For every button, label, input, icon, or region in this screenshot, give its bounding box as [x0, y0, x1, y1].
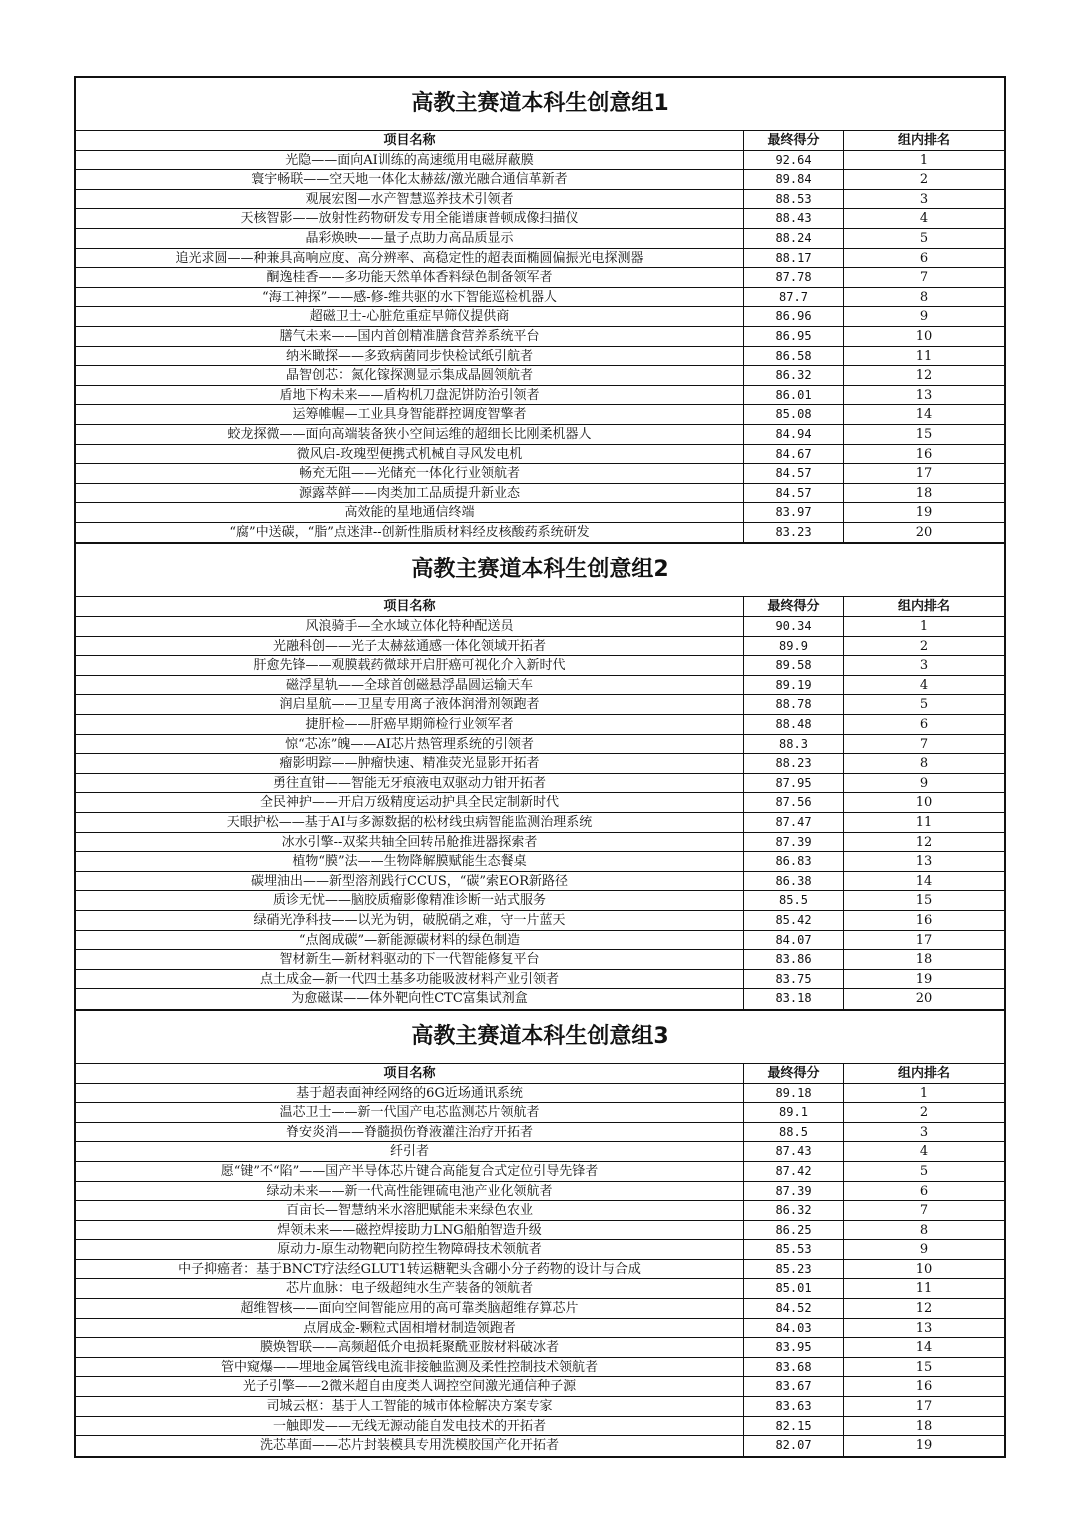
group-rank: 4 [919, 1144, 929, 1160]
final-score: 85.23 [744, 1260, 844, 1279]
final-score: 87.39 [744, 833, 844, 852]
header-name: 项目名称 [76, 597, 744, 616]
group-rank: 1 [919, 152, 929, 168]
project-name: 管中窥爆——埋地金属管线电流非接触监测及柔性控制技术领航者 [76, 1358, 744, 1377]
table-row [76, 464, 1004, 484]
table-row [76, 891, 1004, 911]
table-row [76, 386, 1004, 406]
final-score: 85.53 [744, 1240, 844, 1259]
group-rank: 14 [915, 1340, 933, 1356]
project-name: 寰宇畅联——空天地一体化太赫兹/激光融合通信革新者 [76, 170, 744, 189]
group-rank: 4 [919, 211, 929, 227]
table-row [76, 523, 1004, 543]
final-score: 88.48 [744, 715, 844, 734]
project-name: 观展宏图—水产智慧巡养技术引领者 [76, 190, 744, 209]
final-score: 86.25 [744, 1221, 844, 1240]
table-row [76, 190, 1004, 210]
final-score: 82.15 [744, 1417, 844, 1436]
table-row [76, 484, 1004, 504]
group-rank: 9 [919, 1242, 929, 1258]
final-score: 87.95 [744, 774, 844, 793]
final-score: 89.58 [744, 656, 844, 675]
project-name: 超维智核——面向空间智能应用的高可靠类脑超维存算芯片 [76, 1299, 744, 1318]
header-name: 项目名称 [76, 131, 744, 150]
final-score: 88.5 [744, 1123, 844, 1142]
project-name: 原动力-原生动物靶向防控生物障碍技术领航者 [76, 1240, 744, 1259]
group-rank: 13 [915, 854, 933, 870]
final-score: 86.32 [744, 366, 844, 385]
project-name: 微风启-玫瑰型便携式机械自寻风发电机 [76, 445, 744, 464]
table-row [76, 307, 1004, 327]
header-rank: 组内排名 [897, 599, 950, 615]
table-row [76, 1123, 1004, 1143]
table-row [76, 1240, 1004, 1260]
group-rank: 8 [919, 289, 929, 305]
project-name: 磁浮星轨——全球首创磁悬浮晶圆运输天车 [76, 676, 744, 695]
final-score: 85.08 [744, 405, 844, 424]
group-rank: 2 [919, 638, 929, 654]
group-rank: 1 [919, 1085, 929, 1101]
table-group [76, 1009, 1004, 1456]
final-score: 86.38 [744, 872, 844, 891]
group-rank: 3 [919, 1124, 929, 1140]
table-row [76, 852, 1004, 872]
table-row [76, 1221, 1004, 1241]
group-title: 高教主赛道本科生创意组3 [76, 1009, 1004, 1064]
group-rank: 3 [919, 191, 929, 207]
project-name: 蛟龙探微——面向高端装备狭小空间运维的超细长比刚柔机器人 [76, 425, 744, 444]
final-score: 87.43 [744, 1142, 844, 1161]
project-name: 洗芯革面——芯片封装模具专用洗模胶国产化开拓者 [76, 1436, 744, 1456]
group-rank: 16 [915, 1379, 933, 1395]
project-name: 膜焕智联——高频超低介电损耗聚酰亚胺材料破冰者 [76, 1338, 744, 1357]
group-rank: 18 [915, 1418, 933, 1434]
group-rank: 14 [915, 407, 933, 423]
project-name: 光融科创——光子太赫兹通感一体化领域开拓者 [76, 637, 744, 656]
table-row [76, 637, 1004, 657]
group-rank: 5 [919, 230, 929, 246]
group-rank: 7 [919, 1203, 929, 1219]
project-name: 瘤影明踪——肿瘤快速、精准荧光显影开拓者 [76, 754, 744, 773]
table-row [76, 1358, 1004, 1378]
table-row [76, 170, 1004, 190]
table-row [76, 425, 1004, 445]
final-score: 88.17 [744, 249, 844, 268]
header-row [76, 597, 1004, 617]
final-score: 87.78 [744, 268, 844, 287]
project-name: 天核智影——放射性药物研发专用全能谱康普顿成像扫描仪 [76, 209, 744, 228]
final-score: 85.42 [744, 911, 844, 930]
project-name: 肝愈先锋——观膜载药微球开启肝癌可视化介入新时代 [76, 656, 744, 675]
final-score: 83.95 [744, 1338, 844, 1357]
project-name: 风浪骑手—全水域立体化特种配送员 [76, 617, 744, 636]
group-title: 高教主赛道本科生创意组1 [76, 78, 1004, 131]
final-score: 83.18 [744, 989, 844, 1009]
group-rank: 6 [919, 250, 929, 266]
table-row [76, 1201, 1004, 1221]
project-name: “海工神探”——感-修-维共驱的水下智能巡检机器人 [76, 288, 744, 307]
final-score: 88.24 [744, 229, 844, 248]
project-name: 百亩长—智慧纳米水溶肥赋能未来绿色农业 [76, 1201, 744, 1220]
table-row [76, 229, 1004, 249]
final-score: 87.7 [744, 288, 844, 307]
final-score: 88.53 [744, 190, 844, 209]
table-row [76, 735, 1004, 755]
group-rank: 11 [915, 1281, 933, 1297]
group-rank: 2 [919, 172, 929, 188]
project-name: 温芯卫士——新一代国产电芯监测芯片领航者 [76, 1103, 744, 1122]
project-name: 润启星航——卫星专用离子液体润滑剂领跑者 [76, 695, 744, 714]
group-rank: 12 [915, 1301, 933, 1317]
project-name: 脊安炎消——脊髓损伤脊液灌注治疗开拓者 [76, 1123, 744, 1142]
project-name: 绿硝光净科技——以光为钥，破脱硝之难，守一片蓝天 [76, 911, 744, 930]
final-score: 89.9 [744, 637, 844, 656]
project-name: “点阁成碳”—新能源碳材料的绿色制造 [76, 931, 744, 950]
group-rank: 10 [915, 1261, 933, 1277]
header-score: 最终得分 [744, 597, 844, 616]
table-row [76, 617, 1004, 637]
project-name: 中子抑癌者：基于BNCT疗法经GLUT1转运糖靶头含硼小分子药物的设计与合成 [76, 1260, 744, 1279]
table-row [76, 1279, 1004, 1299]
table-row [76, 813, 1004, 833]
table-row [76, 1338, 1004, 1358]
final-score: 88.43 [744, 209, 844, 228]
group-rank: 8 [919, 1222, 929, 1238]
final-score: 86.95 [744, 327, 844, 346]
project-name: 晶智创芯：氮化镓探测显示集成晶圆领航者 [76, 366, 744, 385]
group-rank: 5 [919, 1163, 929, 1179]
final-score: 84.52 [744, 1299, 844, 1318]
group-rank: 10 [915, 328, 933, 344]
table-row [76, 1084, 1004, 1104]
final-score: 89.18 [744, 1084, 844, 1103]
project-name: 畅充无阻——光储充一体化行业领航者 [76, 464, 744, 483]
header-score: 最终得分 [744, 131, 844, 150]
final-score: 83.86 [744, 950, 844, 969]
project-name: 愿“键”不“陷”——国产半导体芯片键合高能复合式定位引导先锋者 [76, 1162, 744, 1181]
final-score: 87.56 [744, 793, 844, 812]
final-score: 88.3 [744, 735, 844, 754]
project-name: 膳气未来——国内首创精准膳食营养系统平台 [76, 327, 744, 346]
final-score: 89.1 [744, 1103, 844, 1122]
group-rank: 9 [919, 775, 929, 791]
table-row [76, 833, 1004, 853]
group-rank: 19 [915, 505, 933, 521]
table-row [76, 268, 1004, 288]
project-name: 绿动未来——新一代高性能锂硫电池产业化领航者 [76, 1182, 744, 1201]
table-row [76, 347, 1004, 367]
group-rank: 15 [915, 1359, 933, 1375]
table-row [76, 1103, 1004, 1123]
final-score: 87.39 [744, 1182, 844, 1201]
final-score: 86.01 [744, 386, 844, 405]
group-rank: 11 [915, 348, 933, 364]
project-name: 全民神护——开启万级精度运动护具全民定制新时代 [76, 793, 744, 812]
table-row [76, 1319, 1004, 1339]
final-score: 84.94 [744, 425, 844, 444]
final-score: 85.01 [744, 1279, 844, 1298]
group-rank: 19 [915, 971, 933, 987]
project-name: 纳米瞰探——多致病菌同步快检试纸引航者 [76, 347, 744, 366]
group-rank: 4 [919, 677, 929, 693]
final-score: 88.78 [744, 695, 844, 714]
table-row [76, 695, 1004, 715]
project-name: 天眼护松——基于AI与多源数据的松材线虫病智能监测治理系统 [76, 813, 744, 832]
table-row [76, 1397, 1004, 1417]
table-row [76, 1299, 1004, 1319]
final-score: 89.84 [744, 170, 844, 189]
final-score: 84.67 [744, 445, 844, 464]
final-score: 83.23 [744, 523, 844, 543]
header-name: 项目名称 [76, 1064, 744, 1083]
project-name: 源露萃鲜——肉类加工品质提升新业态 [76, 484, 744, 503]
group-rank: 11 [915, 815, 933, 830]
final-score: 86.58 [744, 347, 844, 366]
project-name: 盾地下构未来——盾构机刀盘泥饼防治引领者 [76, 386, 744, 405]
project-name: 点土成金—新一代四土基多功能吸波材料产业引领者 [76, 970, 744, 989]
project-name: 光子引擎——2微米超自由度类人调控空间激光通信种子源 [76, 1377, 744, 1396]
final-score: 83.97 [744, 503, 844, 522]
table-row [76, 327, 1004, 347]
group-rank: 15 [915, 426, 933, 442]
final-score: 86.96 [744, 307, 844, 326]
project-name: 纤引者 [76, 1142, 744, 1161]
header-rank: 组内排名 [897, 133, 950, 148]
table-row [76, 503, 1004, 523]
group-rank: 20 [915, 991, 933, 1007]
group-rank: 13 [915, 387, 933, 403]
table-group [76, 78, 1004, 542]
project-name: 智材新生—新材料驱动的下一代智能修复平台 [76, 950, 744, 969]
project-name: 捷肝检——肝癌早期筛检行业领军者 [76, 715, 744, 734]
group-rank: 15 [915, 893, 933, 909]
table-row [76, 989, 1004, 1009]
group-rank: 16 [915, 912, 933, 928]
final-score: 85.5 [744, 891, 844, 910]
group-rank: 18 [915, 952, 933, 968]
final-score: 89.19 [744, 676, 844, 695]
header-score: 最终得分 [744, 1064, 844, 1083]
project-name: 冰水引擎--双桨共轴全回转吊舱推进器探索者 [76, 833, 744, 852]
final-score: 87.47 [744, 813, 844, 832]
group-rank: 12 [915, 368, 933, 384]
group-rank: 6 [919, 717, 929, 733]
project-name: 勇往直钳——智能无牙痕液电双驱动力钳开拓者 [76, 774, 744, 793]
table-row [76, 1142, 1004, 1162]
table-row [76, 249, 1004, 269]
table-row [76, 715, 1004, 735]
header-row [76, 1064, 1004, 1084]
table-row [76, 1436, 1004, 1456]
table-row [76, 970, 1004, 990]
final-score: 83.68 [744, 1358, 844, 1377]
final-score: 84.57 [744, 484, 844, 503]
final-score: 82.07 [744, 1436, 844, 1456]
table-row [76, 366, 1004, 386]
table-row [76, 1377, 1004, 1397]
results-table [74, 76, 1006, 1458]
table-row [76, 931, 1004, 951]
project-name: 一触即发——无线无源动能自发电技术的开拓者 [76, 1417, 744, 1436]
project-name: 运筹帷幄—工业具身智能群控调度智擎者 [76, 405, 744, 424]
table-row [76, 288, 1004, 308]
table-row [76, 1162, 1004, 1182]
group-rank: 20 [915, 524, 933, 540]
project-name: 为愈磁谋——体外靶向性CTC富集试剂盒 [76, 989, 744, 1009]
table-row [76, 1417, 1004, 1437]
project-name: 酮逸桂香——多功能天然单体香料绿色制备领军者 [76, 268, 744, 287]
table-row [76, 1182, 1004, 1202]
final-score: 84.07 [744, 931, 844, 950]
final-score: 84.57 [744, 464, 844, 483]
project-name: 追光求圆——种兼具高响应度、高分辨率、高稳定性的超表面椭圆偏振光电探测器 [76, 249, 744, 268]
table-row [76, 151, 1004, 171]
final-score: 88.23 [744, 754, 844, 773]
group-rank: 17 [915, 466, 933, 482]
table-row [76, 793, 1004, 813]
final-score: 83.75 [744, 970, 844, 989]
table-row [76, 1260, 1004, 1280]
table-row [76, 911, 1004, 931]
group-rank: 1 [919, 619, 929, 635]
group-rank: 9 [919, 309, 929, 325]
group-rank: 17 [915, 932, 933, 948]
project-name: 点屑成金-颗粒式固相增材制造领跑者 [76, 1319, 744, 1338]
project-name: 惊“芯冻”魄——AI芯片热管理系统的引领者 [76, 735, 744, 754]
project-name: 碳埋油出——新型溶剂践行CCUS，“碳”索EOR新路径 [76, 872, 744, 891]
group-rank: 17 [915, 1399, 933, 1415]
final-score: 87.42 [744, 1162, 844, 1181]
final-score: 83.63 [744, 1397, 844, 1416]
project-name: 高效能的星地通信终端 [76, 503, 744, 522]
group-rank: 19 [915, 1438, 933, 1454]
project-name: 芯片血脉：电子级超纯水生产装备的领航者 [76, 1279, 744, 1298]
group-rank: 7 [919, 736, 929, 752]
group-rank: 12 [915, 834, 933, 850]
project-name: 司城云枢：基于人工智能的城市体检解决方案专家 [76, 1397, 744, 1416]
group-rank: 7 [919, 270, 929, 286]
project-name: 晶彩焕映——量子点助力高品质显示 [76, 229, 744, 248]
table-row [76, 774, 1004, 794]
group-rank: 8 [919, 756, 929, 772]
group-rank: 10 [915, 795, 933, 811]
table-row [76, 872, 1004, 892]
group-rank: 2 [919, 1105, 929, 1121]
table-row [76, 950, 1004, 970]
project-name: 焊领未来——磁控焊接助力LNG船舶智造升级 [76, 1221, 744, 1240]
header-rank: 组内排名 [897, 1065, 950, 1081]
final-score: 86.83 [744, 852, 844, 871]
final-score: 83.67 [744, 1377, 844, 1396]
project-name: 基于超表面神经网络的6G近场通讯系统 [76, 1084, 744, 1103]
table-row [76, 209, 1004, 229]
project-name: 质诊无忧——脑胶质瘤影像精准诊断一站式服务 [76, 891, 744, 910]
project-name: 超磁卫士-心脏危重症早筛仪提供商 [76, 307, 744, 326]
project-name: 植物“膜”法——生物降解膜赋能生态餐桌 [76, 852, 744, 871]
table-row [76, 405, 1004, 425]
group-rank: 5 [919, 697, 929, 713]
table-row [76, 445, 1004, 465]
group-rank: 18 [915, 485, 933, 501]
project-name: “腐”中送碳，“脂”点迷津--创新性脂质材料经皮核酸药系统研发 [76, 523, 744, 543]
table-row [76, 676, 1004, 696]
final-score: 90.34 [744, 617, 844, 636]
table-row [76, 754, 1004, 774]
group-rank: 14 [915, 873, 933, 889]
group-rank: 6 [919, 1183, 929, 1199]
table-row [76, 656, 1004, 676]
group-rank: 3 [919, 658, 929, 674]
final-score: 86.32 [744, 1201, 844, 1220]
header-row [76, 131, 1004, 151]
group-rank: 16 [915, 446, 933, 462]
final-score: 92.64 [744, 151, 844, 170]
project-name: 光隐——面向AI训练的高速缆用电磁屏蔽膜 [76, 151, 744, 170]
group-title: 高教主赛道本科生创意组2 [76, 542, 1004, 597]
group-rank: 13 [915, 1320, 933, 1336]
final-score: 84.03 [744, 1319, 844, 1338]
table-group [76, 542, 1004, 1008]
